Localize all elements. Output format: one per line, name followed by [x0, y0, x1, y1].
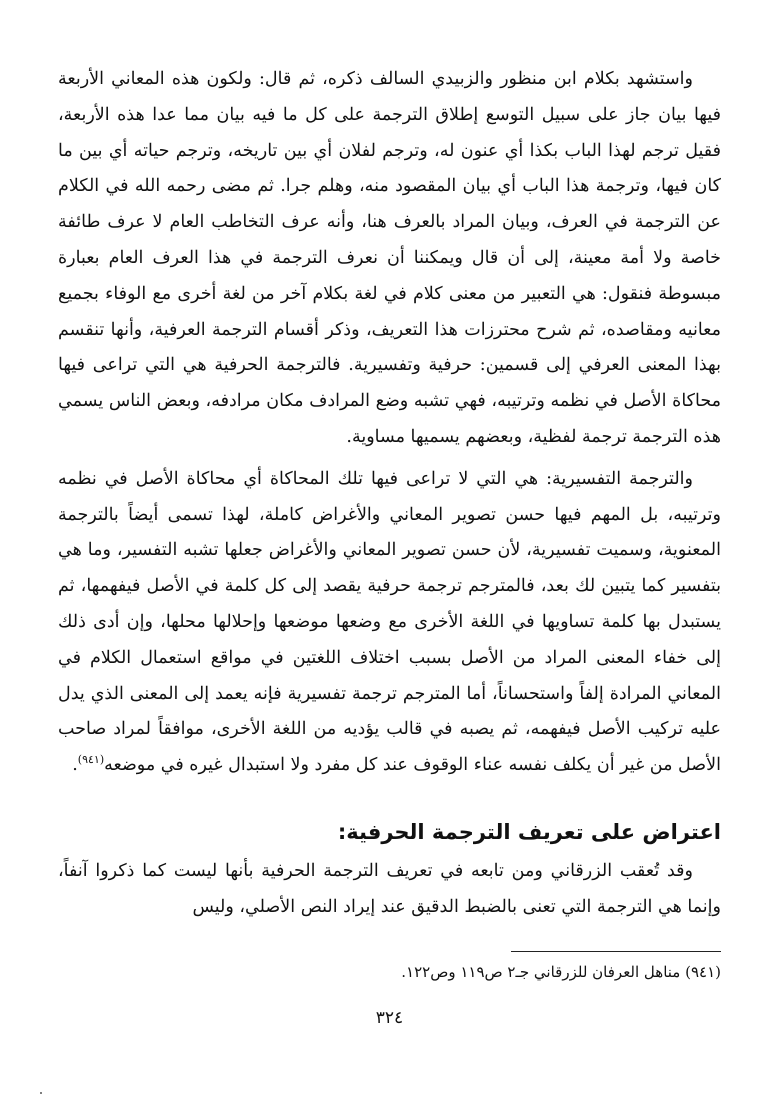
page-body	[58, 62, 721, 926]
footnote: (٩٤١) مناهل العرفان للزرقاني جـ٢ ص١١٩ وص١٢٢.	[401, 963, 721, 981]
section-heading: اعتراض على تعريف الترجمة الحرفية:	[337, 819, 721, 844]
paragraph-text: والترجمة التفسيرية: هي التي لا تراعى فيها تلك المحاكاة أي محاكاة الأصل في نظمه وترتيبه، بل المهم فيها حسن تصوير المعاني والأغراض كاملة، لهذا تسمى أيضاً بالترجمة المعنوية، وسميت تفسيرية، لأن حسن تصوير المعاني والأغراض جعلها تشبه التفسير، وما هي بتفسير كما يتبين لك بعد، فالمترجم ترجمة حرفية يقصد إلى كل كلمة في الأصل فيفهمها، ثم يستبدل بها كلمة تساويها في اللغة الأخرى مع وضعها موضعها وإحلالها محلها، وإن أدى ذلك إلى خفاء المعنى المراد من الأصل بسبب اختلاف اللغتين في مواقع استعمال الكلام في المعاني المرادة إلفاً واستحساناً، أما المترجم ترجمة تفسيرية فإنه يعمد إلى المعنى الذي يدل عليه تركيب الأصل فيفهمه، ثم يصبه في قالب يؤديه من اللغة الأخرى، موافقاً لمراد صاحب الأصل من غير أن يكلف نفسه عناء الوقوف عند كل مفرد ولا استبدال غيره في موضعه	[58, 468, 721, 776]
footnote-divider	[511, 951, 721, 952]
section-paragraph: وقد تُعقب الزرقاني ومن تابعه في تعريف الترجمة الحرفية بأنها ليست كما ذكروا آنفاً، وإنما هي الترجمة التي تعنى بالضبط الدقيق عند إيراد النص الأصلي، وليس	[58, 860, 721, 917]
page-number: ٣٢٤	[375, 1008, 404, 1028]
body-paragraph	[58, 462, 721, 784]
scan-speck	[40, 1092, 42, 1094]
footnote-reference[interactable]: (٩٤١)	[77, 753, 105, 767]
body-paragraph: واستشهد بكلام ابن منظور والزبيدي السالف ذكره، ثم قال: ولكون هذه المعاني الأربعة فيها بيان جاز على سبيل التوسع إطلاق الترجمة على كل ما فيه بيان مما عدا هذه الأربعة، فقيل ترجم لهذا الباب بكذا أي عنون له، وترجم لفلان أي بين تاريخه، وترجم حياته أي بين ما كان فيها، وترجمة هذا الباب أي بيان المقصود منه، وهلم جرا. ثم مضى رحمه الله في الكلام عن الترجمة في العرف، وبيان المراد بالعرف هنا، وأنه عرف التخاطب العام لا عرف طائفة خاصة ولا أمة معينة، إلى أن قال ويمكننا أن نعرف الترجمة في هذا العرف العام بعبارة مبسوطة فنقول: هي التعبير من معنى كلام في لغة بكلام آخر من لغة أخرى مع الوفاء بجميع معانيه ومقاصده، ثم شرح محترزات هذا التعريف، وذكر أقسام الترجمة العرفية، وأنها تنقسم بهذا المعنى العرفي إلى قسمين: حرفية وتفسيرية. فالترجمة الحرفية هي التي تراعى فيها محاكاة الأصل في نظمه وترتيبه، فهي تشبه وضع المرادف مكان مرادفه، وبعض الناس يسمي هذه الترجمة ترجمة لفظية، وبعضهم يسميها مساوية.	[58, 69, 721, 447]
paragraph-end-punctuation: .	[72, 755, 78, 776]
